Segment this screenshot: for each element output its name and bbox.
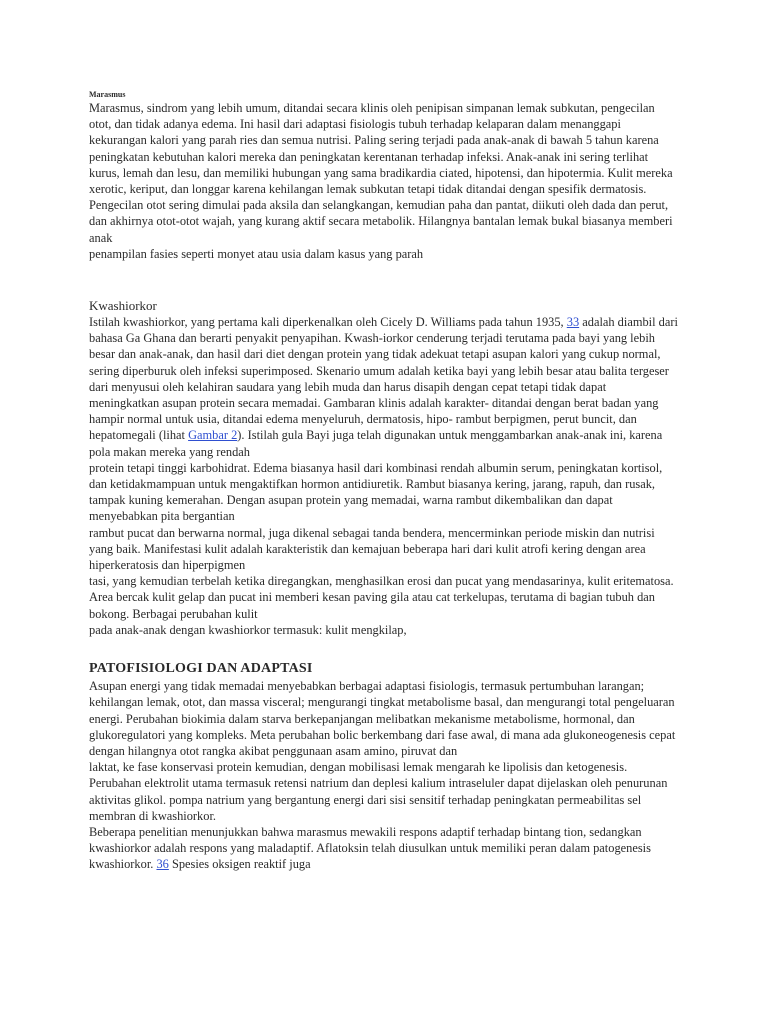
kwashiorkor-paragraph-2: protein tetapi tinggi karbohidrat. Edema biasanya hasil dari kombinasi rendah albumin serum, peningkatan kortisol, dan ketidakmampuan untuk mengaktifkan hormon antidiuretik. Rambut biasanya kering, jarang, rapuh, dan rusak, tampak kuning kemerahan. Dengan asupan protein yang memadai, warna rambut dikembalikan dan dapat menyebabkan pita bergantian [89,460,663,524]
patofisiologi-paragraph-2: laktat, ke fase konservasi protein kemudian, dengan mobilisasi lemak mengarah ke lipolisis dan ketogenesis. Perubahan elektrolit utama termasuk retensi natrium dan deplesi kalium intraseluler dapat dijelaskan oleh penurunan aktivitas glikol. pompa natrium yang bergantung energi dari sisi sensitif terhadap peningkatan permeabilitas sel membran di kwashiorkor. [89,760,668,823]
reference-link-36[interactable]: 36 [156,857,169,872]
patofisiologi-paragraph-3: Beberapa penelitian menunjukkan bahwa marasmus mewakili respons adaptif terhadap bintang tion, sedangkan kwashiorkor adalah respons yang maladaptif. Aflatoksin telah diusulkan untuk memiliki peran dalam patogenesis kwashiorkor. 36 Spesies oksigen reaktif juga [89,824,651,872]
reference-link-33[interactable]: 33 [566,315,580,330]
document-page [89,90,679,873]
kwashiorkor-paragraph-1: Istilah kwashiorkor, yang pertama kali diperkenalkan oleh Cicely D. Williams pada tahun 1935, 33 adalah diambil dari bahasa Ga Ghana dan berarti penyakit penyapihan. Kwash-iorkor cenderung terjadi terutama pada bayi yang lebih besar dan anak-anak, dan hasil dari diet dengan protein yang tidak adekuat tetapi asupan kalori yang cukup normal, sering diperburuk oleh infeksi superimposed. Skenario umum adalah ketika bayi yang lebih besar atau balita tergeser dari menyusui oleh kelahiran saudara yang lebih muda dan harus disapih dengan cepat tetapi tidak dapat meningkatkan asupan protein secara memadai. Gambaran klinis adalah karakter- ditandai dengan berat badan yang hampir normal untuk usia, ditandai edema menyeluruh, dermatosis, hipo- rambut berpigmen, perut buncit, dan hepatomegali (lihat Gambar 2). Istilah gula Bayi juga telah digunakan untuk menggambarkan anak-anak ini, karena pola makan mereka yang rendah [89,315,678,459]
patofisiologi-heading: PATOFISIOLOGI DAN ADAPTASI [89,661,313,677]
kwashiorkor-paragraph-5: pada anak-anak dengan kwashiorkor termasuk: kulit mengkilap, [89,622,407,637]
figure-link-gambar-2[interactable]: Gambar 2 [188,428,238,443]
marasmus-paragraph: Marasmus, sindrom yang lebih umum, ditandai secara klinis oleh penipisan simpanan lemak subkutan, pengecilan otot, dan tidak adanya edema. Ini hasil dari adaptasi fisiologis tubuh terhadap kelaparan dalam menanggapi kekurangan kalori yang parah ries dan semua nutrisi. Paling sering terjadi pada anak-anak di bawah 5 tahun karena peningkatan kebutuhan kalori mereka dan peningkatan kerentanan terhadap infeksi. Anak-anak ini sering terlihat kurus, lemah dan lesu, dan memiliki hubungan yang sama bradikardia ciated, hipotensi, dan hipotermia. Kulit mereka xerotic, keriput, dan longgar karena kehilangan lemak subkutan tetapi tidak ditandai dengan spesifik dermatosis. Pengecilan otot sering dimulai pada aksila dan selangkangan, kemudian paha dan pantat, diikuti oleh dada dan perut, dan akhirnya otot-otot wajah, yang kurang aktif secara metabolik. Hilangnya bantalan lemak bukal biasanya memberi anak penampilan fasies seperti monyet atau usia dalam kasus yang parah [89,101,673,261]
marasmus-heading: Marasmus [89,90,126,99]
patofisiologi-paragraph-1: Asupan energi yang tidak memadai menyebabkan berbagai adaptasi fisiologis, termasuk pertumbuhan larangan; kehilangan lemak, otot, dan massa visceral; mengurangi tingkat metabolisme basal, dan mengurangi total pengeluaran energi. Perubahan biokimia dalam starva berkepanjangan melibatkan mekanisme metabolisme, hormonal, dan glukoregulatori yang kompleks. Meta perubahan bolic berkembang dari fase awal, di mana ada glukoneogenesis cepat dengan hilangnya otot rangka akibat penggunaan asam amino, piruvat dan [89,679,676,758]
kwashiorkor-paragraph-3: rambut pucat dan berwarna normal, juga dikenal sebagai tanda bendera, mencerminkan periode miskin dan nutrisi yang baik. Manifestasi kulit adalah karakteristik dan kemajuan beberapa hari dari kulit atrofi kering dengan area hiperkeratosis dan hiperpigmen [89,525,655,573]
kwashiorkor-paragraph-4: tasi, yang kemudian terbelah ketika diregangkan, menghasilkan erosi dan pucat yang mendasarinya, kulit eritematosa. Area bercak kulit gelap dan pucat ini memberi kesan paving gila atau cat terkelupas, terutama di bagian tubuh dan bokong. Berbagai perubahan kulit [89,574,674,621]
kwashiorkor-heading: Kwashiorkor [89,298,157,314]
